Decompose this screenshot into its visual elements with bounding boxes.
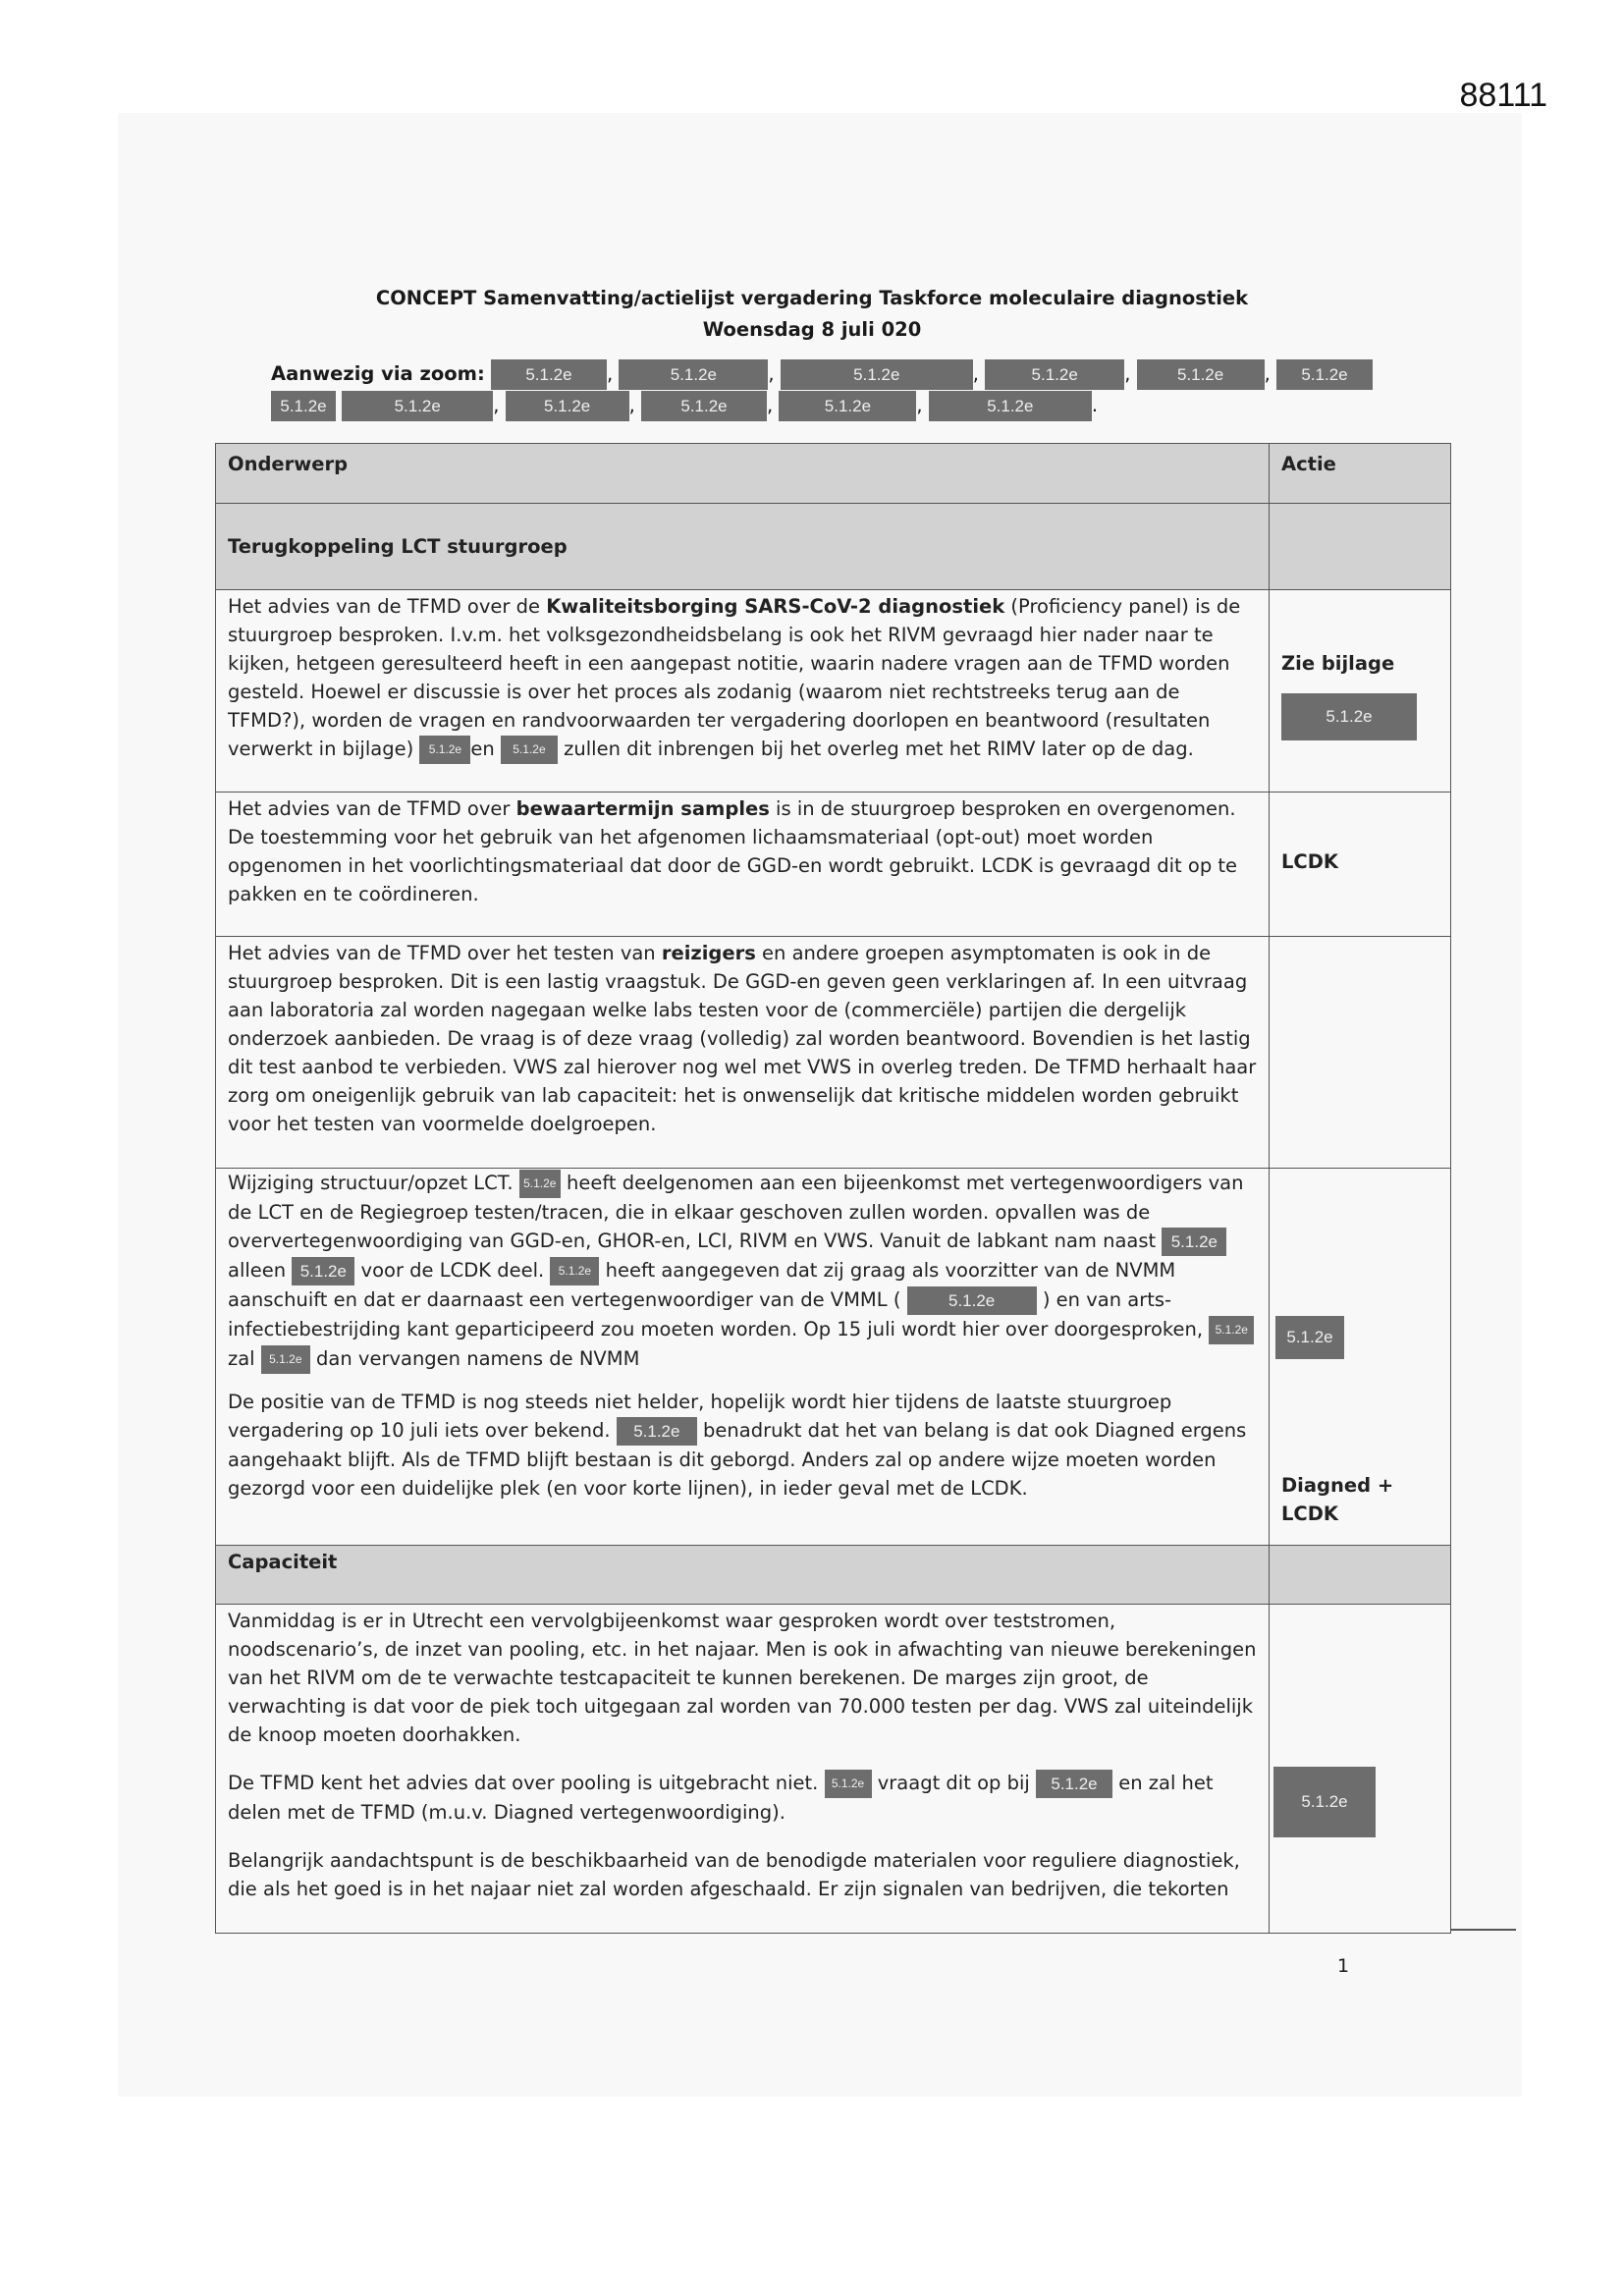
redaction: 5.1.2e: [929, 391, 1092, 421]
redaction: 5.1.2e: [550, 1257, 599, 1285]
redaction: 5.1.2e: [617, 1417, 697, 1446]
redaction: 5.1.2e: [419, 736, 470, 764]
row-subject: Vanmiddag is er in Utrecht een vervolgbijeenkomst waar gesproken wordt over teststromen, noodscenario’s, de inzet van pooling, etc. in het najaar. Men is ook in afwachting van nieuwe berekeningen van het RIVM om de te verwachte testcapaciteit te kunnen berekenen. De marges zijn groot, de verwachting is dat voor de piek toch uitgegaan zal worden van 70.000 testen per dag. VWS zal uiteindelijk de knoop moeten doorhakken. De TFMD kent het advies dat over pooling is uitgebracht niet. 5.1.2e vraagt dit op bij 5.1.2e en zal het delen met de TFMD (m.u.v. Diagned vertegenwoordiging). Belangrijk aandachtspunt is de beschikbaarheid van de benodigde materialen voor reguliere diagnostiek, die als het goed is in het najaar niet zal worden afgeschaald. Er zijn signalen van bedrijven, die tekorten: [216, 1605, 1270, 1934]
redaction: 5.1.2e: [1276, 359, 1373, 390]
redaction: 5.1.2e: [261, 1345, 310, 1374]
redaction: 5.1.2e: [1137, 359, 1265, 390]
table-row: [216, 1169, 1451, 1546]
page-number: 1: [1337, 1955, 1350, 1977]
redaction: 5.1.2e: [491, 359, 607, 390]
redaction: 5.1.2e: [1281, 693, 1417, 740]
action-label: Zie bijlage: [1281, 652, 1395, 675]
table-row: [216, 590, 1451, 793]
row-action: [1270, 590, 1451, 793]
table-row: [216, 793, 1451, 937]
row-action: [1270, 1169, 1451, 1546]
section-row: [216, 1546, 1451, 1605]
redaction: 5.1.2e: [519, 1170, 561, 1198]
table-header-row: [216, 444, 1451, 504]
redaction: 5.1.2e: [1273, 1767, 1376, 1837]
redaction: 5.1.2e: [1162, 1228, 1226, 1256]
section-row: [216, 504, 1451, 590]
section-title: Capaciteit: [216, 1546, 1270, 1605]
attendees-label: Aanwezig via zoom:: [271, 362, 485, 385]
header-subject: Onderwerp: [216, 444, 1270, 504]
redaction: 5.1.2e: [825, 1770, 872, 1798]
action-table: [215, 443, 1451, 1934]
redaction: 5.1.2e: [1275, 1316, 1344, 1359]
redaction: 5.1.2e: [907, 1286, 1037, 1315]
title-line-2: Woensdag 8 juli 020: [702, 318, 922, 341]
table-bottom-line-extension: [1451, 1929, 1516, 1931]
redaction: 5.1.2e: [641, 391, 767, 421]
row-action: [1270, 793, 1451, 937]
redaction: 5.1.2e: [779, 391, 916, 421]
action-label: Diagned + LCDK: [1281, 1474, 1394, 1525]
redaction: 5.1.2e: [271, 391, 336, 421]
redaction: 5.1.2e: [985, 359, 1124, 390]
row-subject: Het advies van de TFMD over de Kwaliteitsborging SARS-CoV-2 diagnostiek (Proficiency panel) is de stuurgroep besproken. I.v.m. het volksgezondheidsbelang is ook het RIVM gevraagd hier nader naar te kijken, hetgeen geresulteerd heeft in een aangepast notitie, waarin nadere vragen aan de TFMD worden gesteld. Hoewel er discussie is over het proces als zodanig (waarom niet rechtstreeks terug aan de TFMD?), worden de vragen en randvoorwaarden ter vergadering doorlopen en beantwoord (resultaten verwerkt in bijlage) 5.1.2e en 5.1.2e zullen dit inbrengen bij het overleg met het RIMV later op de dag.: [216, 590, 1270, 793]
row-subject: Wijziging structuur/opzet LCT. 5.1.2e heeft deelgenomen aan een bijeenkomst met vertegenwoordigers van de LCT en de Regiegroep testen/tracen, die in elkaar geschoven zullen worden. opvallen was de oververtegenwoordiging van GGD-en, GHOR-en, LCI, RIVM en VWS. Vanuit de labkant nam naast 5.1.2e alleen 5.1.2e voor de LCDK deel. 5.1.2e heeft aangegeven dat zij graag als voorzitter van de NVMM aanschuift en dat er daarnaast een vertegenwoordiger van de VMML ( 5.1.2e ) en van arts-infectiebestrijding kant geparticipeerd zou moeten worden. Op 15 juli wordt hier over doorgesproken, 5.1.2e zal 5.1.2e dan vervangen namens de NVMM De positie van de TFMD is nog steeds niet helder, hopelijk wordt hier tijdens de laatste stuurgroep vergadering op 10 juli iets over bekend. 5.1.2e benadrukt dat het van belang is dat ook Diagned ergens aangehaakt blijft. Als de TFMD blijft bestaan is dit geborgd. Anders zal op andere wijze moeten worden gezorgd voor een duidelijke plek (en voor korte lijnen), in ieder geval met de LCDK.: [216, 1169, 1270, 1546]
row-action: [1270, 937, 1451, 1169]
document-title: [0, 283, 1624, 346]
redaction: 5.1.2e: [342, 391, 493, 421]
document-number: 88111: [1459, 77, 1547, 114]
section-title: Terugkoppeling LCT stuurgroep: [216, 504, 1270, 590]
redaction: 5.1.2e: [501, 736, 558, 764]
row-subject: Het advies van de TFMD over bewaartermijn samples is in de stuurgroep besproken en overgenomen. De toestemming voor het gebruik van het afgenomen lichaamsmateriaal (opt-out) moet worden opgenomen in het voorlichtingsmateriaal dat door de GGD-en wordt gebruikt. LCDK is gevraagd dit op te pakken en te coördineren.: [216, 793, 1270, 937]
attendees-list: Aanwezig via zoom: 5.1.2e , 5.1.2e , 5.1.2e , 5.1.2e , 5.1.2e , 5.1.2e 5.1.2e 5.1.2e , 5.1.2e , 5.1.2e , 5.1.2e , 5.1.2e .: [271, 358, 1380, 421]
redaction: 5.1.2e: [1036, 1770, 1112, 1798]
redaction: 5.1.2e: [1209, 1316, 1254, 1344]
redaction: 5.1.2e: [292, 1257, 354, 1285]
table-row: [216, 1605, 1451, 1934]
row-action: [1270, 1605, 1451, 1934]
table-row: [216, 937, 1451, 1169]
redaction: 5.1.2e: [781, 359, 973, 390]
header-action: Actie: [1270, 444, 1451, 504]
redaction: 5.1.2e: [619, 359, 768, 390]
redaction: 5.1.2e: [506, 391, 629, 421]
row-subject: Het advies van de TFMD over het testen van reizigers en andere groepen asymptomaten is ook in de stuurgroep besproken. Dit is een lastig vraagstuk. De GGD-en geven geen verklaringen af. In een uitvraag aan laboratoria zal worden nagegaan welke labs testen voor de (commerciële) partijen die dergelijk onderzoek aanbieden. De vraag is of deze vraag (volledig) zal worden beantwoord. Bovendien is het lastig dit test aanbod te verbieden. VWS zal hierover nog wel met VWS in overleg treden. De TFMD herhaalt haar zorg om oneigenlijk gebruik van lab capaciteit: het is onwenselijk dat kritische middelen worden gebruikt voor het testen van voormelde doelgroepen.: [216, 937, 1270, 1169]
action-label: LCDK: [1281, 850, 1339, 873]
title-line-1: CONCEPT Samenvatting/actielijst vergadering Taskforce moleculaire diagnostiek: [375, 287, 1249, 309]
